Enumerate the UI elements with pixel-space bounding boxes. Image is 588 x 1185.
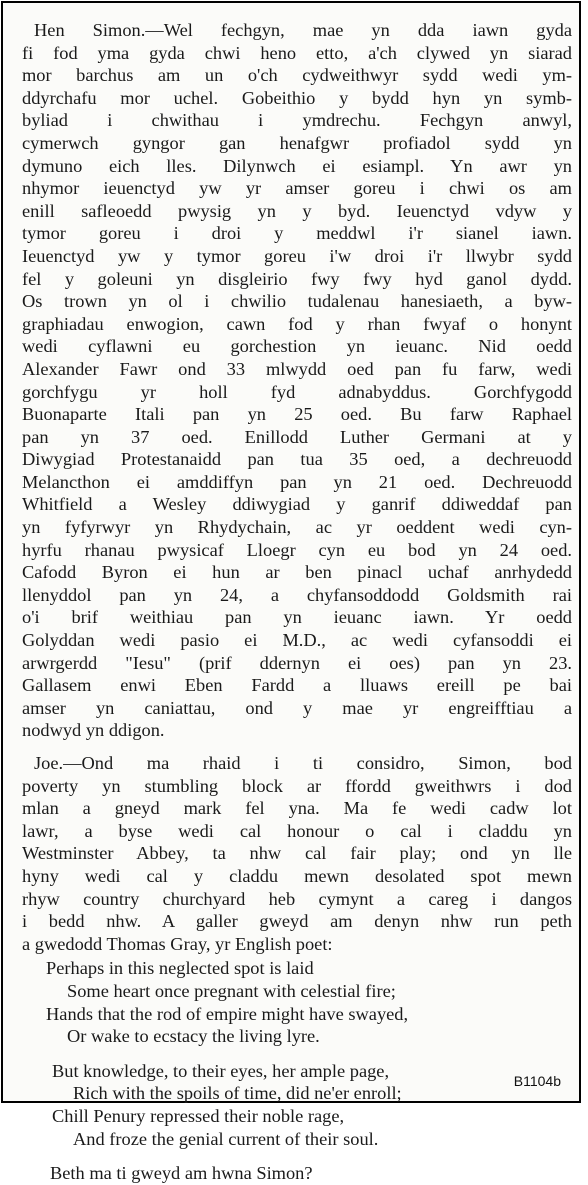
poem-line: Some heart once pregnant with celestial fire; [67, 980, 396, 1001]
paragraph-line: yn fyfyrwyr yn Rhydychain, ac yr oeddent wedi cyn- [22, 517, 572, 538]
closing-line: Beth ma ti gweyd am hwna Simon? [50, 1163, 313, 1184]
paragraph-line: Alexander Fawr ond 33 mlwydd oed pan fu farw, wedi [22, 358, 572, 379]
paragraph-line: Gallasem enwi Eben Fardd a lluaws ereill pe bai [22, 675, 572, 696]
paragraph-line: enill safleoedd pwysig yn y byd. Ieuenctyd vdyw y [22, 200, 572, 221]
paragraph-line: byliad i chwithau i ymdrechu. Fechgyn anwyl, [22, 110, 572, 131]
paragraph-line: llenyddol pan yn 24, a chyfansoddodd Goldsmith rai [22, 584, 572, 605]
poem-line: Hands that the rod of empire might have swayed, [46, 1003, 409, 1024]
paragraph-line: a gwedodd Thomas Gray, yr English poet: [22, 933, 333, 954]
paragraph-joe [22, 752, 572, 955]
paragraph-line: nodwyd yn ddigon. [22, 720, 165, 741]
poem-line: Chill Penury repressed their noble rage, [52, 1105, 345, 1126]
paragraph-line: rhyw country churchyard heb cymynt a careg i dangos [22, 888, 572, 909]
paragraph-line: Ieuenctyd yw y tymor goreu i'w droi i'r llwybr sydd [22, 245, 572, 266]
paragraph-line: tymor goreu i droi y meddwl i'r sianel iawn. [22, 223, 572, 244]
paragraph-line: fel y goleuni yn disgleirio fwy fwy hyd ganol dydd. [22, 268, 572, 289]
clipping-text [22, 19, 572, 1185]
poem-line: Perhaps in this neglected spot is laid [46, 958, 314, 979]
paragraph-line: o'i brif weithiau pan yn ieuanc iawn. Yr oedd [22, 607, 572, 628]
paragraph-line: Diwygiad Protestanaidd pan tua 35 oed, a dechreuodd [22, 449, 572, 470]
reference-code: B1104b [513, 1073, 561, 1089]
paragraph-hen-simon [22, 19, 572, 742]
paragraph-line: i bedd nhw. A galler gweyd am denyn nhw run peth [22, 911, 572, 932]
paragraph-line: Cafodd Byron ei hun ar ben pinacl uchaf anrhydedd [22, 562, 572, 583]
poem-line: And froze the genial current of their soul. [73, 1128, 379, 1149]
paragraph-line: lawr, a byse wedi cal honour o cal i claddu yn [22, 820, 572, 841]
paragraph-line: Hen Simon.—Wel fechgyn, mae yn dda iawn gyda [34, 20, 572, 40]
poem-stanza-2 [22, 1060, 572, 1150]
paragraph-line: hyrfu rhanau pwysicaf Lloegr cyn eu bod yn 24 oed. [22, 539, 572, 560]
paragraph-line: Melancthon ei amddiffyn pan yn 21 oed. Dechreuodd [22, 471, 572, 492]
paragraph-line: Joe.—Ond ma rhaid i ti considro, Simon, bod [34, 753, 572, 773]
paragraph-line: Westminster Abbey, ta nhw cal fair play; ond yn lle [22, 843, 572, 864]
paragraph-line: Os trown yn ol i chwilio tudalenau hanesiaeth, a byw- [22, 291, 572, 312]
paragraph-line: cymerwch gyngor gan henafgwr profiadol sydd yn [22, 132, 572, 153]
paragraph-line: hyny wedi cal y claddu mewn desolated spot mewn [22, 865, 572, 886]
paragraph-line: gorchfygu yr holl fyd adnabyddus. Gorchfygodd [22, 381, 572, 402]
paragraph-line: poverty yn stumbling block ar ffordd gweithwrs i dod [22, 775, 572, 796]
paragraph-line: wedi cyflawni eu gorchestion yn ieuanc. Nid oedd [22, 336, 572, 357]
paragraph-line: dymuno eich lles. Dilynwch ei esiampl. Yn awr yn [22, 155, 572, 176]
paragraph-line: mlan a gneyd mark fel yna. Ma fe wedi cadw lot [22, 798, 572, 819]
paragraph-line: ddyrchafu mor uchel. Gobeithio y bydd hyn yn symb- [22, 87, 572, 108]
poem-line: Or wake to ecstacy the living lyre. [67, 1026, 320, 1047]
paragraph-line: Whitfield a Wesley ddiwygiad y ganrif ddiweddaf pan [22, 494, 572, 515]
paragraph-line: Golyddan wedi pasio ei M.D., ac wedi cyfansoddi ei [22, 630, 572, 651]
poem-stanza-1 [22, 957, 572, 1047]
paragraph-line: pan yn 37 oed. Enillodd Luther Germani at y [22, 426, 572, 447]
paragraph-line: graphiadau enwogion, cawn fod y rhan fwyaf o honynt [22, 313, 572, 334]
paragraph-line: fi fod yma gyda chwi heno etto, a'ch clywed yn siarad [22, 42, 572, 63]
paragraph-line: arwrgerdd "Iesu" (prif ddernyn ei oes) pan yn 23. [22, 652, 572, 673]
clipping-frame [1, 1, 581, 1184]
poem-line: Rich with the spoils of time, did ne'er enroll; [73, 1083, 402, 1104]
paragraph-line: Buonaparte Itali pan yn 25 oed. Bu farw Raphael [22, 404, 572, 425]
paragraph-line: nhymor ieuenctyd yw yr amser goreu i chwi os am [22, 178, 572, 199]
poem-line: But knowledge, to their eyes, her ample page, [52, 1060, 390, 1081]
paragraph-line: mor barchus am un o'ch cydweithwyr sydd wedi ym- [22, 65, 572, 86]
paragraph-line: amser yn caniattau, ond y mae yr engreifftiau a [22, 697, 572, 718]
